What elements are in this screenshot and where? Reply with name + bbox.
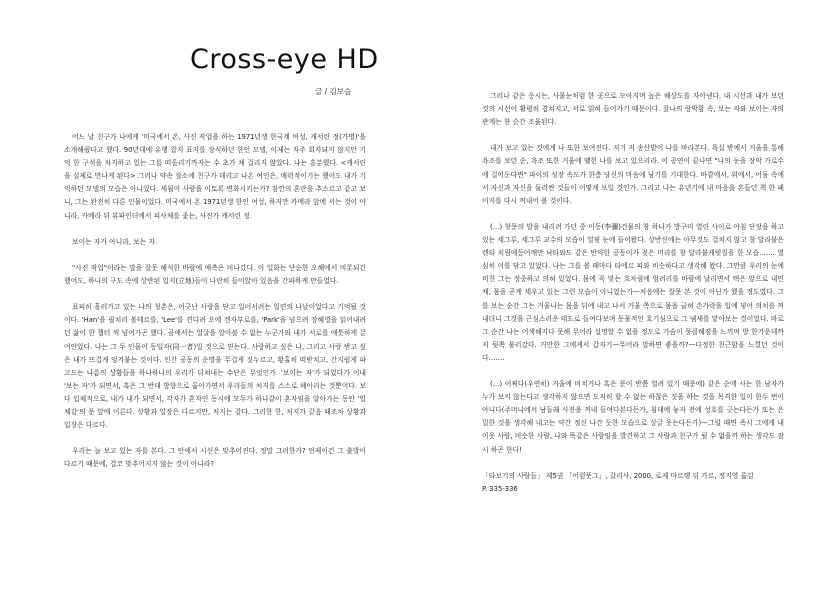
- paragraph: 우리는 늘 보고 있는 자를 본다. 그 안에서 시선은 맞추어진다. 정말 그러한가? 언제이건 그 출발이 다르기 때문에, 결코 맞추어지지 않는 것이 아니라?: [64, 447, 366, 469]
- left-column: [64, 131, 366, 485]
- article-title: Cross-eye HD: [190, 44, 379, 75]
- paragraph: 내가 보고 있는 것에게 나 또한 보여진다. 저기 저 송산밭이 나를 바라본다. 욕실 밖에서 거울을 통해 욕조를 보던 순, 욕조 또한 거울에 맺힌 나를 보고 있으리라. 이 공연이 끝나면 "나의 눈을 장막 가로수에 걸어둔다면" 파이의 성장 속도가 한층 당신의 마음에 남기를 기대한다. 바깥에서, 위에서, 어둠 속에서 자신과 자신을 둘러싼 것들이 어떻게 보일 것인가. 그리고 나는 유년기에 내 마음을 흔들던 책 한 페이지를 다시 꺼내어 볼 것이다.: [482, 144, 784, 205]
- quote-paragraph: (…) 창문의 발을 내리려 가던 중 이동(李彌)건물의 창 하나가 방구미 열린 사이로 아침 단장을 하고 있는 세그루, 세그루 교수의 모습이 얼핏 눈에 들어왔다. 상반신에는 아무것도 걸치지 않고 창 달라붙은 렌티 치림에등어깨만 낙타와도 같은 반약한 공동이가 젖은 머리를 창 달라붙게빗질을 한 모습……. 열심히 이를 닦고 있었다. 나는 그를 볼 때마다 타에르 피와 비슷하다고 생각해 왔다. 그만큼 우리의 눈에 비친 그는 정중하고 의혀 있었다. 몸에 꼭 맞는 흐차림에 엄려리를 바람에 날리면서 택은 앞으로 내민 채, 몸을 곧게 세우고 있는 그런 모습이 아니었는가—처음에는 잘못 본 것이 아닌가 했을 정도였다. 그를 보는 순간 그는 거울나는 몸을 뒤에 내고 나서 거울 쪽으로 몸을 굽혀 손가락을 입에 넣어 의치를 꺼내더니 그것을 근심스러운 태도로 들여다보며 동물적인 호기심으로 그 냄새를 맡아보는 것이었다. 바로 그 순간 나는 어색해지다 못해 무어라 설명할 수 없을 정도로 가슴이 뭉클해짐을 느끼며 방 한가운데까지 뒷쪽 물러갔다. 거만한 그에게서 갑자기—무어라 말하면 좋을까?—다정한 친근함을 느꼈던 것이다…….: [482, 222, 784, 362]
- right-column: [482, 90, 784, 509]
- right-page: [420, 0, 839, 595]
- paragraph: 표피히 흘러가고 있는 나의 청춘은, 어긋난 사랑을 닫고 일어서려는 일련의 나날이었다고 기억될 것이다. 'Han'을 필치러 볼테르를, 'Lee'를 견디려 오에 겐자부로를, 'Park'을 넘으려 장혜영을 읽어내려던 삶이 한 챕터 씩 넘어가곤 했다. 곰에서는 얼굴을 알아볼 수 없는 누군가와 내가 서로를 애틋하게 끌어안았다. 나는 그 두 인물이 동일자(同一者)일 것으로 믿는다. 사랑하고 싶은 나, 그리고 사랑 받고 싶은 내가 뜨겁게 엉겨붙는 것이다. 인간 공동의 운명을 무겁게 짓누르고, 황홀히 떠받치고, 간지럽게 파고드는 나름의 상황들을 하나하나의 우리가 뒤쳐내는 수단은 무엇인가. '보이는 자'가 되었다가 이내 '보는 자'가 되면서, 혹은 그 반대 방향으로 옮아가면서 우리들의 처지를 스스로 헤아리는 것뿐이다. 보다 입체적으로, 내가 내가 되면서, 각자가 혼자인 동시에 모두가 하나같이 혼자임을 알아가는 동안 '입체감'의 문 앞에 이른다. 상황과 입장은 다르지만, 처지는 같다. 그러한 한, 처지가 같음 때조차 상황과 입장은 다르다.: [64, 303, 366, 430]
- author-byline: 글 / 김보슬: [315, 87, 352, 96]
- paragraph: 보이는 자가 아니라, 보는 자.: [72, 237, 158, 246]
- paragraph: 어느 날 친구가 나에게 '미국에서 온, 사진 작업을 하는 1971년생 한국계 여성, 캐서린 정(가명)'을 소개해줬다고 했다. 90년대에 유행 잡지 표지를 장식하던 한인 모델, 이제는 자주 회자되지 않지만 기억 한 구석을 차지하고 있는 그를 떠올리기까지는 수 초가 채 걸리지 않았다. 나는 흥분했다. <캐서린을 실제로 만나게 된다> 그러나 약속 장소에 친구가 데리고 나온 여인은, 매력적이기는 했어도 내가 기억하던 모델의 모습은 아니었다. 세월이 사람을 이토록 변화시키는가? 잠깐의 혼란을 추스르고 같고 보니, 그는 완전히 다른 인물이었다. 미국에서 온 1971년생 한인 여성, 하지만 카메라 앞에 서는 것이 아니라, 카메라 뒤 뷰파인더에서 피사체를 좇는, 사진가 캐서린 정.: [64, 133, 366, 220]
- paragraph: "사진 작업"이라는 말을 잘못 해석한 바람에 예측은 비나갔다. 이 일화는 단순한 오해에서 비롯되긴 했어도, 하나의 구도 속에 상반된 입지(立地)들이 나란히 들어앉아 있음을 간파하게 만들었다.: [64, 263, 366, 286]
- paragraph: 그러나 같은 응시는, 사물눈처럼 한 곳으로 모아지며 높은 해상도를 자아낸다. 내 시선과 내가 보던 것의 시선이 활평히 겹쳐지고, 서로 읽혀 들어가기 때문이다. 찰나의 랑박함 속, 보는 자와 보이는 자의 관계는 한 순간 조율된다.: [482, 92, 784, 127]
- quote-paragraph: (…) 어쩌다(우연히) 거울에 비치거나 혹은 문이 반쯤 열려 있기 때문에) 같은 순에 사는 한 남자가 누가 보지 않는다고 생각하지 않으면 도저히 할 수 없는 하찮은 짓을 하는 것을 목격한 일이 한두 번이 아니다(주머니에서 남들래 사진을 꺼내 들여다본다든가, 침대에 놓자 전에 성호를 긋는다든가 또는 은밀한 것을 생각해 내고는 약간 정신 나간 듯한 모습으로 싱글 웃는다든가)—그럴 때면 즉시 그에게 내 이웃 사람, 비슷한 사람, 나와 똑같은 사람임을 발견하고 그 사람과 친구가 될 수 없을까 하는 생각도 잠시 하곤 한다!: [482, 380, 784, 454]
- citation-pages: P. 335-336: [482, 484, 518, 493]
- citation-source: 「타보기의 사람들」 제5권 「어렴풋그」, 갈리사, 2000, 로제 마르탱 뒤 가르, 정지영 옮김: [482, 471, 754, 480]
- citation: [482, 470, 784, 496]
